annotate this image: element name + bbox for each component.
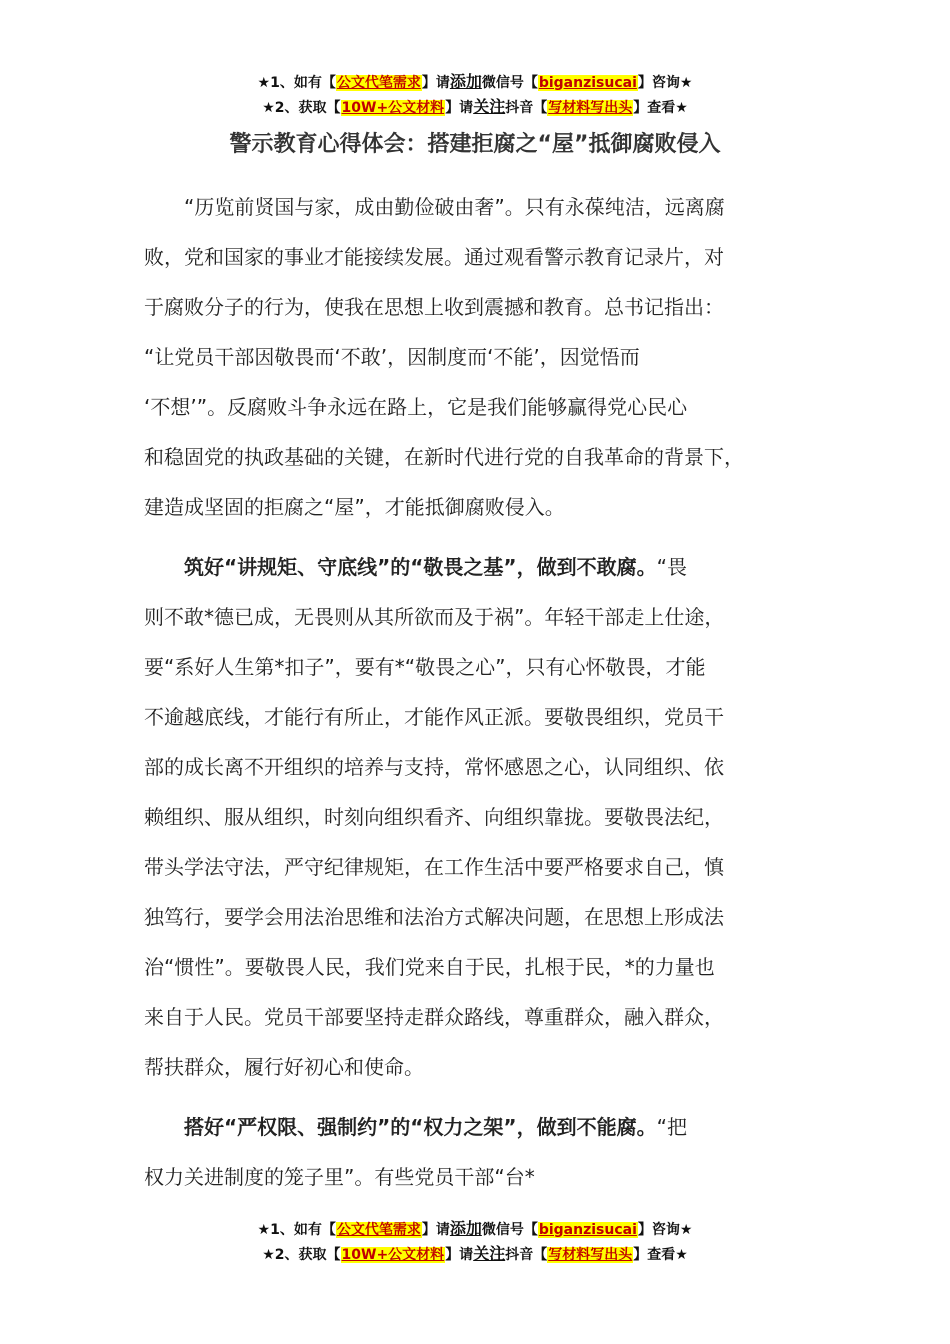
banner-highlight: 公文代笔需求: [336, 75, 421, 91]
banner-text: 】请: [421, 1222, 450, 1238]
banner-underline: 添加: [449, 72, 482, 91]
text-line: “让党员干部因敬畏而‘不敢’，因制度而‘不能’，因觉悟而: [144, 345, 640, 369]
text-line: 建造成坚固的拒腐之“屋”，才能抵御腐败侵入。: [144, 495, 565, 519]
text-line: 败，党和国家的事业才能接续发展。通过观看警示教育记录片，对: [144, 245, 724, 269]
text-run: “把: [656, 1115, 687, 1139]
banner-text: 】请: [421, 75, 450, 91]
banner-text: 】咨询★: [637, 1222, 693, 1238]
banner-underline: 添加: [449, 1219, 482, 1238]
banner-highlight: 写材料写出头: [548, 1247, 633, 1263]
text-line: ‘不想’”。反腐败斗争永远在路上，它是我们能够赢得党心民心: [144, 395, 688, 419]
text-line: [144, 542, 824, 592]
banner-text: 】查看★: [633, 100, 688, 116]
banner-wechat-id: biganzisucai: [538, 1222, 637, 1238]
banner-text: 】咨询★: [637, 75, 693, 91]
section-heading: 搭好“严权限、强制约”的“权力之架”，做到不能腐。: [144, 1115, 657, 1139]
banner-highlight: 10W+公文材料: [341, 1247, 445, 1263]
banner-highlight: 写材料写出头: [548, 100, 633, 116]
banner-text: 】请: [445, 1247, 474, 1263]
text-line: 治“惯性”。要敬畏人民，我们党来自于民，扎根于民，*的力量也: [144, 955, 715, 979]
banner-highlight: 公文代笔需求: [336, 1222, 421, 1238]
text-line: 权力关进制度的笼子里”。有些党员干部“台*: [144, 1165, 535, 1189]
text-line: 和稳固党的执政基础的关键，在新时代进行党的自我革命的背景下，: [144, 445, 744, 469]
banner-text: 微信号【: [481, 75, 538, 91]
banner-wechat-id: biganzisucai: [538, 75, 637, 91]
banner-text: 抖音【: [505, 100, 548, 116]
paragraph-2: [144, 542, 824, 1092]
banner-text: 】请: [445, 100, 474, 116]
banner-line-2: [0, 1242, 950, 1267]
banner-line-1: [0, 1217, 950, 1242]
banner-text: ★1、如有【: [257, 75, 336, 91]
text-line: [144, 1102, 824, 1152]
text-line: 则不敢*德已成，无畏则从其所欲而及于祸”。年轻干部走上仕途，: [144, 605, 725, 629]
text-run: “畏: [656, 555, 687, 579]
document-body: [144, 182, 824, 1202]
banner-text: 微信号【: [481, 1222, 538, 1238]
document-title: 警示教育心得体会：搭建拒腐之“屋”抵御腐败侵入: [229, 132, 721, 157]
banner-text: ★2、获取【: [262, 1247, 341, 1263]
banner-line-2: [0, 95, 950, 120]
text-line: 于腐败分子的行为，使我在思想上收到震撼和教育。总书记指出：: [144, 295, 724, 319]
text-line: 来自于人民。党员干部要坚持走群众路线，尊重群众，融入群众，: [144, 1005, 724, 1029]
text-line: 帮扶群众，履行好初心和使命。: [144, 1055, 424, 1079]
text-line: “历览前贤国与家，成由勤俭破由奢”。只有永葆纯洁，远离腐: [144, 195, 725, 219]
header-banner: [0, 70, 950, 120]
paragraph-3: [144, 1102, 824, 1202]
paragraph-1: [144, 182, 824, 532]
banner-text: 】查看★: [633, 1247, 688, 1263]
banner-underline: 关注: [473, 1244, 506, 1263]
section-heading: 筑好“讲规矩、守底线”的“敬畏之基”，做到不敢腐。: [144, 555, 657, 579]
banner-highlight: 10W+公文材料: [341, 100, 445, 116]
text-line: 不逾越底线，才能行有所止，才能作风正派。要敬畏组织，党员干: [144, 705, 724, 729]
text-line: 赖组织、服从组织，时刻向组织看齐、向组织靠拢。要敬畏法纪，: [144, 805, 724, 829]
banner-text: ★1、如有【: [257, 1222, 336, 1238]
text-line: 独笃行，要学会用法治思维和法治方式解决问题，在思想上形成法: [144, 905, 724, 929]
banner-text: ★2、获取【: [262, 100, 341, 116]
banner-line-1: [0, 70, 950, 95]
text-line: 要“系好人生第*扣子”，要有*“敬畏之心”，只有心怀敬畏，才能: [144, 655, 706, 679]
text-line: 带头学法守法，严守纪律规矩，在工作生活中要严格要求自己，慎: [144, 855, 724, 879]
footer-banner: [0, 1217, 950, 1267]
text-line: 部的成长离不开组织的培养与支持，常怀感恩之心，认同组织、依: [144, 755, 724, 779]
banner-underline: 关注: [473, 97, 506, 116]
banner-text: 抖音【: [505, 1247, 548, 1263]
